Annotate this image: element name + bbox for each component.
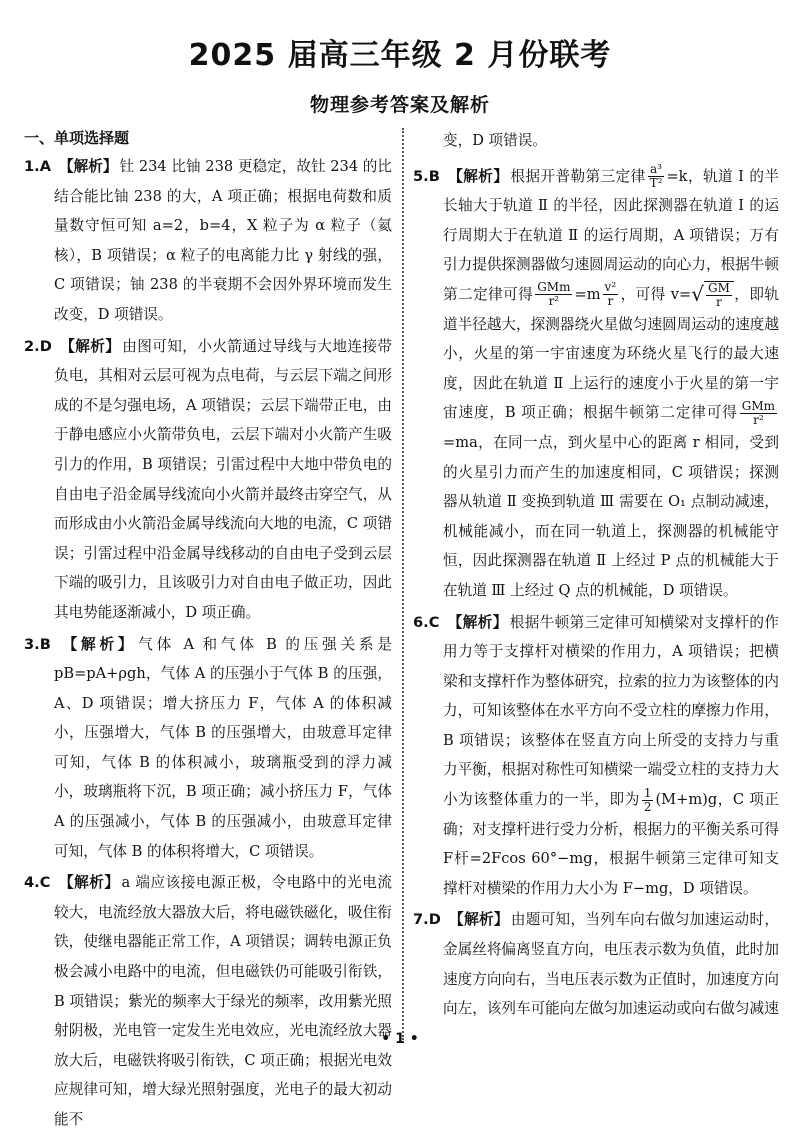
analysis-text: 轨道 Ⅰ 的半长轴大于轨道 Ⅱ 的半径，因此探测器在轨道 Ⅰ 的运行周期大于在轨道 Ⅱ 的运行周期，A 项错误；万有引力提供探测器做匀速圆周运动的向心力，根据牛顿第二定律可得 [443,167,779,303]
answer-item-5 [413,162,779,606]
analysis-tag: 【解析】 [58,635,137,653]
answer-item-3 [24,630,392,867]
analysis-text: 根据开普勒第三定律 [510,167,646,185]
analysis-text: ，可得 v= [620,285,692,303]
item-number: 4. [24,874,40,892]
answer-letter: B [39,635,51,653]
left-column [24,126,392,1128]
analysis-tag: 【解析】 [447,613,508,631]
analysis-text: 在同一点，到火星中心的距离 r 相同，受到的火星引力而产生的加速度相同，C 项错误；探测器从轨道 Ⅱ 变换到轨道 Ⅲ 需要在 O₁ 点制动减速，机械能减小，而在同一轨道上，探测器的机械能守恒，因此探测器在轨道 Ⅱ 上经过 P 点的机械能大于在轨道 Ⅲ 上经过 Q 点的机械能，D 项错误。 [443,433,779,599]
analysis-text: a 端应该接电源正极，令电路中的光电流较大，电流经放大器放大后，将电磁铁磁化，吸住衔铁，使继电器能正常工作，A 项错误；调转电源正负极会减小电路中的电流，但电磁铁仍可能吸引衔铁，B 项错误；紫光的频率大于绿光的频率，改用紫光照射阴极，光电管一定发生光电效应，光电流经放大器放大后，电磁铁将吸引衔铁，C 项正确；根据光电效应规律可知，增大绿光照射强度，光电子的最大初动能不 [54,874,392,1128]
analysis-text: 气体 A 和气体 B 的压强关系是 pB=pA+ρgh，气体 A 的压强小于气体 B 的压强，A、D 项错误；增大挤压力 F，气体 A 的体积减小，压强增大，气体 B 的压强增大，由玻意耳定律可知，气体 B 的体积减小，玻璃瓶受到的浮力减小，玻璃瓶将下沉，B 项正确；减小挤压力 F，气体 A 的压强减小，气体 B 的压强减小，由玻意耳定律可知，气体 B 的体积将增大，C 项错误。 [54,635,392,860]
answer-item-1 [24,152,392,330]
answer-item-6 [413,608,779,904]
item-number: 6. [413,613,429,631]
gravity-fraction: $\frac{\text{GMm}}{\text{r²}}$ [741,398,775,427]
column-divider [402,128,404,1040]
item-number: 5. [413,167,429,185]
analysis-tag: 【解析】 [59,158,118,175]
answer-item-4 [24,868,392,1134]
kepler-fraction: $\frac{\text{a³}}{\text{T²}}$ [649,162,663,191]
analysis-tag: 【解析】 [58,874,120,892]
answer-letter: D [428,911,441,929]
analysis-tag: 【解析】 [448,911,509,929]
analysis-text: ，即轨道半径越大，探测器绕火星做匀速圆周运动的速度越小，火星的第一宇宙速度为环绕火星飞行的最大速度，因此在轨道 Ⅱ 上运行的速度小于火星的第一宇宙速度，B 项正确；根据牛顿第二定律可得 [443,285,779,422]
page-subtitle: 物理参考答案及解析 [309,94,490,116]
kepler-rhs: =k， [666,167,703,185]
analysis-text: 钍 234 比铀 238 更稳定，故钍 234 的比结合能比铀 238 的大，A 项正确；根据电荷数和质量数守恒可知 a=2，b=4，X 粒子为 α 粒子（氦核），B 项错误；α 粒子的电离能力比 γ 射线的强，C 项错误；铀 238 的半衰期不会因外界环境而发生改变，D 项错误。 [54,158,392,323]
answer-item-7 [413,905,779,1023]
answer-letter: D [39,337,52,355]
answer-letter: A [39,158,51,175]
page-title: 2025 届高三年级 2 月份联考 [188,38,612,73]
item-number: 3. [24,635,40,653]
half-fraction: $\frac{1}{2}$ [643,785,652,814]
gravity-fraction: $\frac{\text{GMm}}{\text{r²}}$ [537,280,571,309]
section-heading: 一、单项选择题 [24,129,130,147]
answer-letter: C [39,874,51,892]
answer-letter: B [428,167,440,185]
analysis-text: 根据牛顿第三定律可知横梁对支撑杆的作用力等于支撑杆对横梁的作用力，A 项错误；把横梁和支撑杆作为整体研究，拉索的拉力为该整体的内力，可知该整体在水平方向不受立柱的摩擦力作用，B 项错误；该整体在竖直方向上所受的支持力与重力平衡，根据对称性可知横梁一端受立柱的支持力大小为该整体重力的一半，即为 [443,613,779,809]
item-number: 1. [24,158,40,175]
answer-item-4-continued: 变，D 项错误。 [443,132,547,149]
answer-letter: C [428,613,440,631]
analysis-text: 由图可知，小火箭通过导线与大地连接带负电，其相对云层可视为点电荷，与云层下端之间形成的不是匀强电场，A 项错误；云层下端带正电，由于静电感应小火箭带负电，云层下端对小火箭产生吸引力的作用，B 项错误；引雷过程中大地中带负电的自由电子沿金属导线流向小火箭并最终击穿空气，从而形成由小火箭沿金属导线流向大地的电流，C 项错误；引雷过程中沿金属导线移动的自由电子受到云层下端的吸引力，且该吸引力对自由电子做正功，因此其电势能逐渐减小，D 项正确。 [54,337,392,621]
analysis-tag: 【解析】 [447,167,509,185]
answer-item-2 [24,332,392,628]
velocity-sqrt: √ $\frac{GM}{r}$ [691,281,734,309]
equation-part: =m [574,285,601,303]
analysis-text: 由题可知，当列车向右做匀加速运动时，金属丝将偏离竖直方向，电压表示数为负值，此时加速度方向向右，当电压表示数为正值时，加速度方向向左，该列车可能向左做匀加速运动或向右做匀减速 [443,911,779,1018]
analysis-text: (M+m)g，C 项正确；对支撑杆进行受力分析，根据力的平衡关系可得 F杆=2Fcos 60°−mg，根据牛顿第三定律可知支撑杆对横梁的作用力大小为 F−mg，D 项错误。 [443,791,779,897]
centripetal-fraction: $\frac{\text{v²}}{r}$ [604,280,617,309]
analysis-tag: 【解析】 [59,337,121,355]
right-column [413,126,779,1017]
equation-part: =ma， [443,433,494,451]
item-number: 2. [24,337,40,355]
page-number: • 1 • [381,1031,419,1047]
item-number: 7. [413,911,429,929]
